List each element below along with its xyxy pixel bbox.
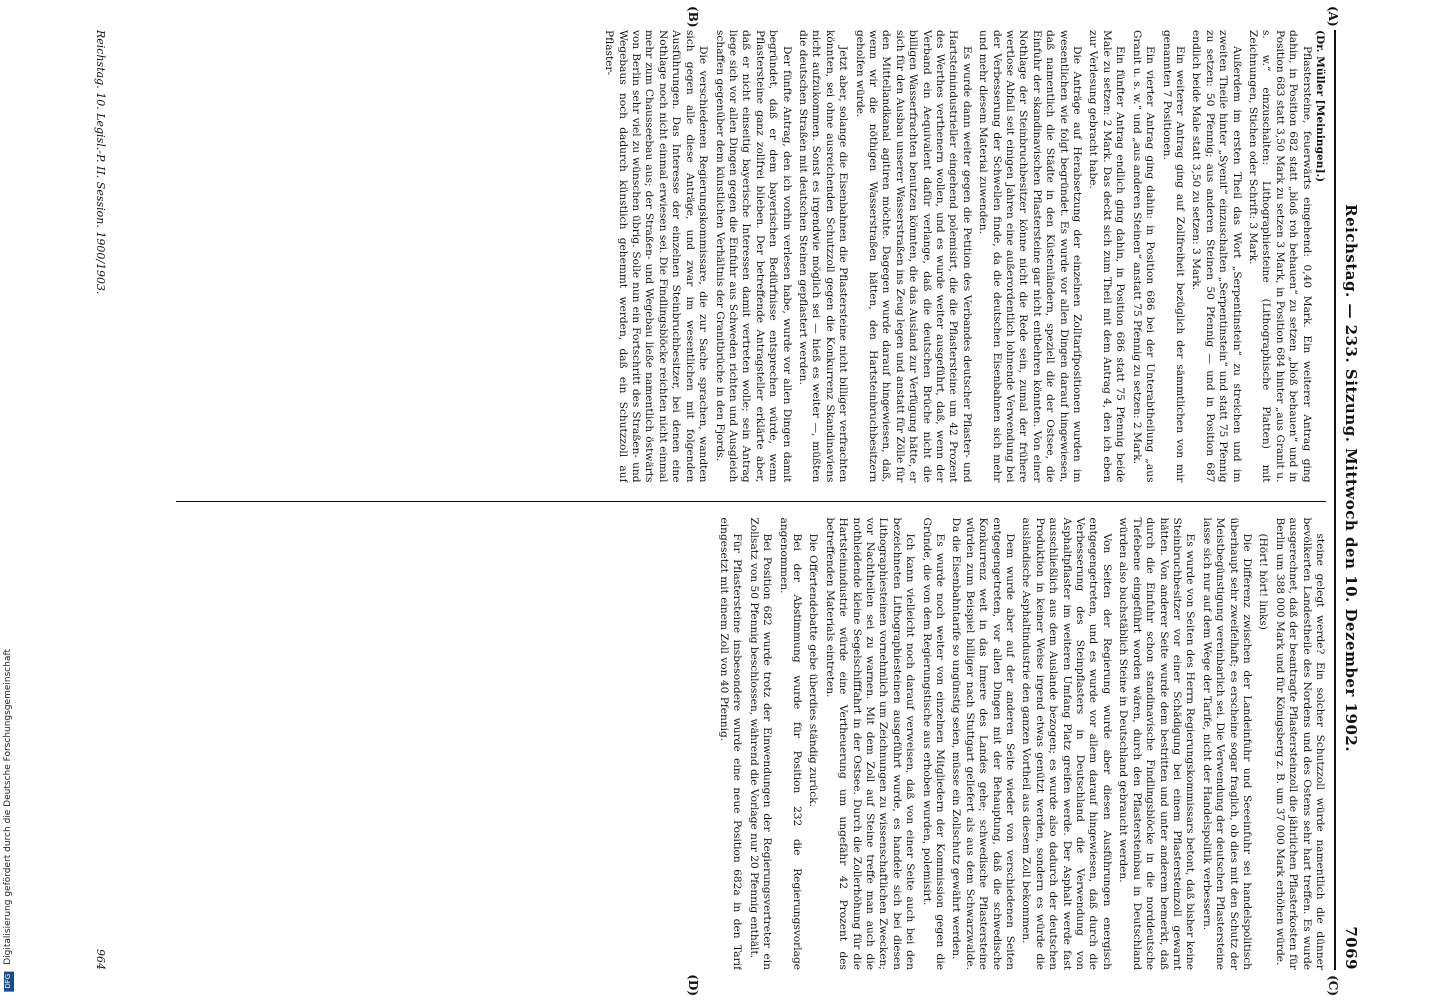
paragraph: Von Seiten der Regierung wurde aber diesen Ausführungen energisch entgegengetreten, und es wurde vor allem darauf hingewiesen, daß durch die Verbesserung des Steinpflasters in Deutschland die Verwendung von Asphaltpflaster im weiteren Umfang Platz greifen werde. Der Asphalt werde fast ausschließlich aus dem Auslande bezogen; es wurde also dadurch der deutschen Produktion in keiner Weise irgend etwas genützt werden, sondern es würde die ausländische Asphaltindustrie den ganzen Vortheil aus diesem Zoll bekommen. <box>1020 517 1113 970</box>
paragraph: Ich kann vielleicht noch darauf verweisen, daß von einer Seite auch bei den bezeichneten Lithographiesteinen ausgeführt wurde, es handele sich bei diesen Lithographiesteinen vornehmlich um Zeichnungen zu wissenschaftlichen Zwecken; vor Nachtheilen sei zu warnen. Mit dem Zoll auf Steine treffe man auch die nothleidende kleine Segelschifffahrt in der Ostsee. Durch die Zollerhöhung für die Hartsteinindustrie würde eine Vertheuerung um ungefähr 42 Prozent des betreffenden Materials eintreten. <box>823 517 917 970</box>
paragraph: Außerdem im ersten Theil das Wort „Serpentinstein“ zu streichen und im zweiten Theile hinter „Syenit“ einzuschalten „Serpentinstein“ und statt 75 Pfennig zu setzen: 50 Pfennig; aus anderen Steinen 50 Pfennig — und in Position 687 endlich beide Male statt 3,50 zu setzen: 3 Mark. <box>1190 30 1243 483</box>
paragraph: Es wurde von Seiten des Herrn Regierungskommissars betont, daß bisher keine Steinbruchbesitzer vor einer Schädigung bei einem Pflastersteinzoll gewarnt hätten. Von anderer Seite wurde dem bestritten und unter anderem bemerkt, daß durch die Einfuhr schon standinavische Findlingsblöcke in die norddeutsche Tiefebene eingeführt worden wären, durch den Pflastersteinbau in Deutschland würden also buchstäblich Steine in Deutschland gebraucht werden. <box>1117 517 1197 970</box>
paragraph: Die Differenz zwischen der Landeinfuhr und Seeeinfuhr sei handelspolitisch überhaupt sehr zweifelhaft; es erscheine sogar fraglich, ob dies mit den Schutz der Meistbegünstigung vereinbarlich sei. Die Verwendung der deutschen Pflastersteine lasse sich nur auf dem Wege der Tarife, nicht der Handelspolitik verbessern. <box>1200 517 1253 970</box>
speaker-name: (Dr. Müller [Meiningen].) <box>1314 30 1326 183</box>
paragraph: Jetzt aber, solange die Eisenbahnen die Pflastersteine nicht billiger verfrachten könnten, sei ohne ausreichenden Schutzzoll gegen die Konkurrenz Skandinaviens nicht aufzukommen. Sonst es irgendwie möglich sei — hieß es weiter —, müßten die deutschen Straßen mit deutschen Steinen gepflastert werden. <box>796 30 850 483</box>
paragraph: Ein fünfter Antrag endlich ging dahin, in Position 686 statt 75 Pfennig beide Male zu setzen: 2 Mark. Das deckt sich zum Theil mit dem Antrag 4, den ich eben zur Verlesung gebracht habe. <box>1087 30 1127 483</box>
paragraph: steine gelegt werde? Ein solcher Schutzzoll würde namentlich die dünner bevölkerten Landestheile des Nordens und des Ostens sehr hart treffen. Es wurde ausgerechnet, daß der beantragte Pflastersteinzoll die jährlichen Pflasterkosten für Berlin um 388 000 Mark und für Königsberg z. B. um 37 000 Mark erhöhen würde. <box>1273 517 1326 970</box>
paragraph: Ein weiterer Antrag ging auf Zollfreiheit bezüglich der sämmtlichen von mir genannten 7 Positionen. <box>1160 30 1186 483</box>
paragraph: Der fünfte Antrag, den ich vorhin verlesen habe, wurde vor allen Dingen damit begründet, daß er dem bayerischen Bedürfnisse entsprechen würde, wenn Pflastersteine ganz zollfrei blieben. Der betreffende Antragsteller erklärte aber, daß er nicht einseitig bayerische Interessen damit vertreten wolle; sein Antrag liege sich vor allen Dingen gegen die Einfuhr aus Schweden richten und Ausgleich schaffen gegenüber dem künstlichen Verhältnis der Granitbrüche in den Fjords. <box>713 30 793 483</box>
right-column <box>176 501 1326 971</box>
funding-note <box>3 649 14 992</box>
page-number: 7069 <box>1342 926 1360 970</box>
document-page <box>80 0 1380 1000</box>
paragraph: Für Pflastersteine insbesondere wurde eine neue Position 682a in den Tarif eingesetzt mit einem Zoll von 40 Pfennig. <box>717 517 744 970</box>
paragraph: Dem wurde aber auf der anderen Seite wieder von verschiedenen Seiten entgegengetreten, vor allen Dingen mit der Behauptung, daß die schwedische Konkurrenz weit in das Innere des Landes gehe; schwedische Pflastersteine würden zum Beispiel billiger nach Stuttgart geliefert als aus dem Schwarzwalde. Da die Eisenbahntarife so ungünstig seien, müsse ein Zollschutz gewährt werden. <box>950 517 1017 970</box>
margin-letter-a: (A) <box>1326 6 1340 27</box>
left-column <box>176 30 1326 483</box>
margin-letter-c: (C) <box>1326 975 1340 996</box>
paragraph: Pflastersteine, feuerwärts eingehend: 0,40 Mark. Ein weiterer Antrag ging dahin, in Position 682 statt „bloß roh behauen“ zu setzen „bloß behauen“ und in Position 683 statt 3,50 Mark zu setzen 3 Mark, in Position 684 hinter „aus Granit u. s. w.“ einzuschalten: Lithographiesteine (Lithographische Platten) mit Zeichnungen, Stichen oder Schrift: 3 Mark. <box>1246 30 1313 483</box>
paragraph: Ein vierter Antrag ging dahin: in Position 686 bei der Unterabtheilung „aus Granit u. s. w.“ und „aus anderen Steinen“ anstatt 75 Pfennig zu setzen: 2 Mark. <box>1130 30 1157 483</box>
footer-page-number: 964 <box>94 949 107 970</box>
margin-letter-b: (B) <box>686 6 700 28</box>
paragraph: (Hört! hört! links) <box>1257 533 1270 630</box>
paragraph: Die verschiedenen Regierungskommissare, die zur Sache sprachen, wandten sich gegen alle diese Anträge, und zwar im wesentlichen mit folgenden Ausführungen. Das Interesse der einzelnen Steinbruchbesitzer, bei denen eine Nothlage noch nicht einmal erwiesen sei. Die Findlingsblöcke reichten nicht einmal mehr zum Chausseebau aus; der Straßen- und Wegebau ließe namentlich östwärts von Berlin sehr viel zu wünschen übrig. Solle nun ein Fortschritt des Straßen- und Wegebaus noch dadurch künstlich gehemmt werden, daß ein Schutzzoll auf Pflaster- <box>603 30 710 483</box>
right-column-body <box>717 518 1326 971</box>
page-header <box>1334 30 1360 970</box>
footer-session-info: Reichstag. 10. Legisl.-P. II. Session. 1900/1903. <box>94 30 107 295</box>
paragraph: Die Anträge auf Herabsetzung der einzelnen Zolltarifpositionen wurden im wesentlichen wie folgt begründet. Es wurde vor allen Dingen darauf hingewiesen, daß namentlich die Städte in den Küstenländern, speziell die der Ostsee, die Einfuhr der skandinavischen Pflastersteine gar nicht entbehren könnten. Von einer Nothlage der Steinbruchbesitzer könne nicht die Rede sein, zumal der frühere wertlose Abfall seit einigen Jahren eine außerordentlich lohnende Verwendung bei der Verbesserung der Schwellen finde, da die deutschen Eisenbahnen sich mehr und mehr diesem Material zuwenden. <box>977 30 1084 483</box>
dfg-logo: DFG <box>4 972 14 992</box>
paragraph: Die Offertendebatte gebe überdies ständig zurück. <box>807 533 820 808</box>
text-columns <box>176 30 1326 970</box>
margin-letter-d: (D) <box>686 974 700 996</box>
header-title: Reichstag. — 233. Sitzung. Mittwoch den 10. Dezember 1902. <box>1342 204 1360 753</box>
funding-note-text: Digitalisierung gefördert durch die Deutsche Forschungsgemeinschaft <box>3 649 13 966</box>
page-footer <box>94 30 107 970</box>
paragraph: Bei der Abstimmung wurde für Position 232 die Regierungsvorlage angenommen. <box>777 517 803 970</box>
left-column-body <box>602 30 1313 483</box>
paragraph: Bei Position 682 wurde trotz der Einwendungen der Regierungsvertreter ein Zollsatz von 50 Pfennig beschlossen, während die Vorlage nur 20 Pfennig enthält. <box>747 517 774 970</box>
paragraph: Es wurde noch weiter von einzelnen Mitgliedern der Kommission gegen die Gründe, die von dem Regierungstische aus erhoben wurden, polemisirt. <box>920 517 947 970</box>
paragraph: Es wurde dann weiter gegen die Petition des Verbandes deutscher Pflaster- und Hartsteinindustrieller eingehend polemisirt, die die Pflastersteine um 42 Prozent des Werthes verthenern wollen, und es wurde weiter ausgeführt, daß, wenn der Verband ein Aequivalent dafür verlange, daß die deutschen Brüche nicht die billigen Wasserfrachten benutzen könnten, die das Ausland zur Verfügung hätte, er sich für den Ausbau unserer Wasserstraßen ins Zeug legen und anstatt für Zölle für den Mittellandkanal agitiren möchte. Dagegen wurde darauf hingewiesen, daß, wenn wir die nöthigen Wasserstraßen hätten, den Hartsteinbruchbesitzern geholfen würde. <box>853 30 973 483</box>
